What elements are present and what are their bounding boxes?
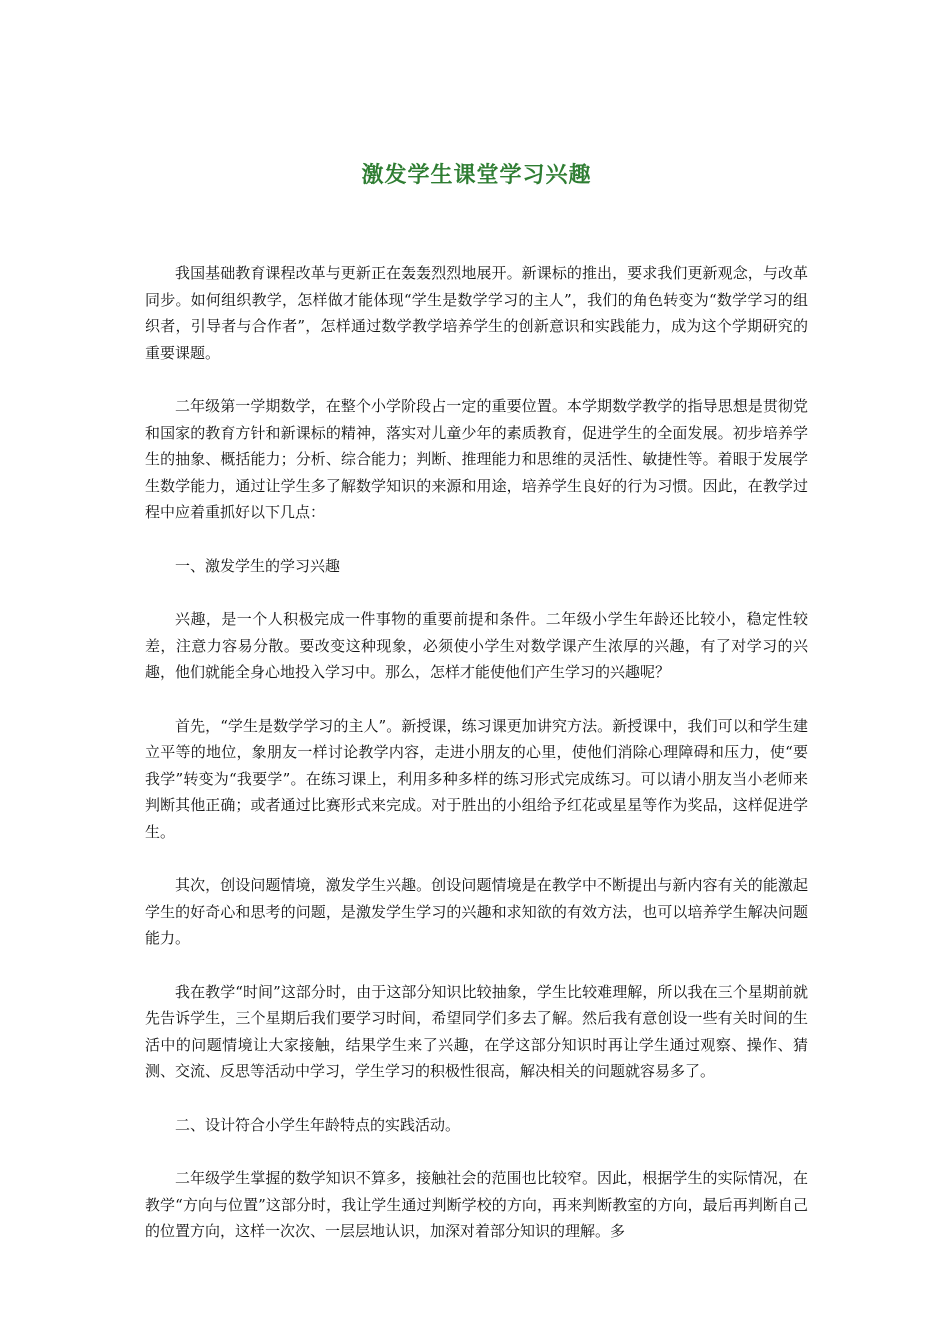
paragraph-time-example: 我在教学“时间”这部分时，由于这部分知识比较抽象，学生比较难理解，所以我在三个星期前就先告诉学生，三个星期后我们要学习时间，希望同学们多去了解。然后我有意创设一些有关时间的生活中的问题情境让大家接触，结果学生来了兴趣，在学这部分知识时再让学生通过观察、操作、猜测、交流、反思等活动中学习，学生学习的积极性很高，解决相关的问题就容易多了。 [145, 982, 808, 1080]
paragraph-interest: 兴趣，是一个人积极完成一件事物的重要前提和条件。二年级小学生年龄还比较小，稳定性较差，注意力容易分散。要改变这种现象，必须使小学生对数学课产生浓厚的兴趣，有了对学习的兴趣，他们就能全身心地投入学习中。那么，怎样才能使他们产生学习的兴趣呢？ [145, 610, 808, 681]
paragraph-intro: 我国基础教育课程改革与更新正在轰轰烈烈地展开。新课标的推出，要求我们更新观念，与改革同步。如何组织教学，怎样做才能体现“学生是数学学习的主人”，我们的角色转变为“数学学习的组织者，引导者与合作者”，怎样通过数学教学培养学生的创新意识和实践能力，成为这个学期研究的重要课题。 [145, 264, 808, 362]
document-title: 激发学生课堂学习兴趣 [361, 163, 592, 188]
paragraph-first: 首先，“学生是数学学习的主人”。新授课，练习课更加讲究方法。新授课中，我们可以和学生建立平等的地位，象朋友一样讨论教学内容，走进小朋友的心里，使他们消除心理障碍和压力，使“要我学”转变为“我要学”。在练习课上，利用多种多样的练习形式完成练习。可以请小朋友当小老师来判断其他正确；或者通过比赛形式来完成。对于胜出的小组给予红花或星星等作为奖品，这样促进学生。 [145, 716, 808, 841]
paragraph-second: 其次，创设问题情境，激发学生兴趣。创设问题情境是在教学中不断提出与新内容有关的能激起学生的好奇心和思考的问题，是激发学生学习的兴趣和求知欲的有效方法，也可以培养学生解决问题能力。 [145, 876, 808, 947]
document-body [145, 260, 808, 1245]
paragraph-guiding-principles: 二年级第一学期数学，在整个小学阶段占一定的重要位置。本学期数学教学的指导思想是贯彻党和国家的教育方针和新课标的精神，落实对儿童少年的素质教育，促进学生的全面发展。初步培养学生的抽象、概括能力；分析、综合能力；判断、推理能力和思维的灵活性、敏捷性等。着眼于发展学生数学能力，通过让学生多了解数学知识的来源和用途，培养学生良好的行为习惯。因此，在教学过程中应着重抓好以下几点： [145, 397, 808, 521]
section-heading-2: 二、设计符合小学生年龄特点的实践活动。 [175, 1115, 461, 1134]
section-heading-1: 一、激发学生的学习兴趣 [175, 556, 341, 575]
paragraph-practice: 二年级学生掌握的数学知识不算多，接触社会的范围也比较窄。因此，根据学生的实际情况，在教学“方向与位置”这部分时，我让学生通过判断学校的方向，再来判断教室的方向，最后再判断自己的位置方向，这样一次次、一层层地认识，加深对着部分知识的理解。多 [145, 1169, 808, 1240]
